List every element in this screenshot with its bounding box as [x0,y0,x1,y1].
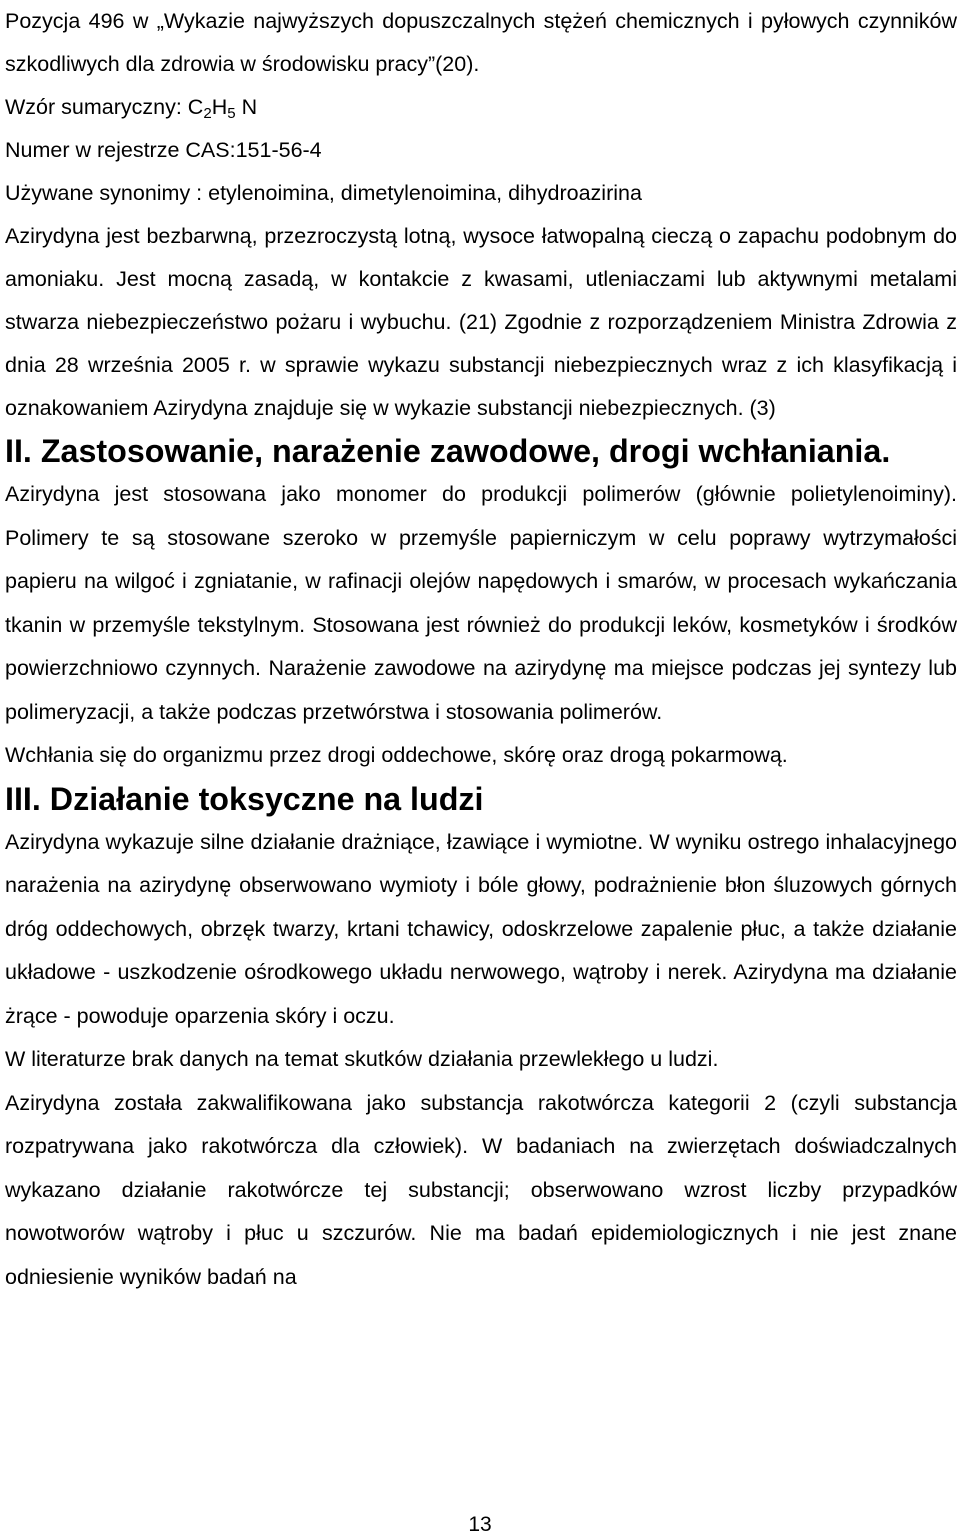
section-heading-toxicity: III. Działanie toksyczne na ludzi [5,780,484,817]
toxic-effects-paragraph: Azirydyna wykazuje silne działanie drażniące, łzawiące i wymiotne. W wyniku ostrego inhalacyjnego narażenia na azirydynę obserwowano wymioty i bóle głowy, podrażnienie błon śluzowych górnych dróg oddechowych, obrzęk twarzy, krtani tchawicy, odoskrzelowe zapalenie płuc, a także działanie układowe - uszkodzenie ośrodkowego układu nerwowego, wątroby i nerek. Azirydyna ma działanie żrące - powoduje oparzenia skóry i oczu. [5,829,957,1028]
formula-nitrogen: N [235,95,258,119]
formula-subscript-hydrogen: 5 [227,104,236,122]
exposure-limit-reference: Pozycja 496 w „Wykazie najwyższych dopuszczalnych stężeń chemicznych i pyłowych czynników szkodliwych dla zdrowia w środowisku pracy”(20). [5,9,957,76]
substance-description: Azirydyna jest bezbarwną, przezroczystą lotną, wysoce łatwopalną cieczą o zapachu podobnym do amoniaku. Jest mocną zasadą, w kontakcie z kwasami, utleniaczami lub aktywnymi metalami stwarza niebezpieczeństwo pożaru i wybuchu. (21) Zgodnie z rozporządzeniem Ministra Zdrowia z dnia 28 września 2005 r. w sprawie wykazu substancji niebezpiecznych wraz z ich klasyfikacją i oznakowaniem Azirydyna znajduje się w wykazie substancji niebezpiecznych. (3) [5,224,957,420]
molecular-formula [5,86,957,129]
usage-paragraph: Azirydyna jest stosowana jako monomer do produkcji polimerów (głównie polietylenoiminy). Polimery te są stosowane szeroko w przemyśle papierniczym w celu poprawy wytrzymałości papieru na wilgoć i zgniatanie, w rafinacji olejów napędowych i smarów, w procesach wykańczania tkanin w przemyśle tekstylnym. Stosowana jest również do produkcji leków, kosmetyków i środków powierzchniowo czynnych. Narażenie zawodowe na azirydynę ma miejsce podczas jej syntezy lub polimeryzacji, a także podczas przetwórstwa i stosowania polimerów. [5,482,957,724]
formula-subscript-carbon: 2 [203,104,212,122]
chronic-effects-paragraph: W literaturze brak danych na temat skutków działania przewlekłego u ludzi. [5,1047,719,1071]
document-page [5,0,957,1299]
formula-label: Wzór sumaryczny: C [5,95,204,119]
carcinogenicity-paragraph: Azirydyna została zakwalifikowana jako substancja rakotwórcza kategorii 2 (czyli substancja rozpatrywana jako rakotwórcza dla człowiek). W badaniach na zwierzętach doświadczalnych wykazano działanie rakotwórcze tej substancji; obserwowano wzrost liczby przypadków nowotworów wątroby i płuc u szczurów. Nie ma badań epidemiologicznych i nie jest znane odniesienie wyników badań na [5,1090,957,1289]
page-number: 13 [468,1513,492,1536]
formula-hydrogen: H [211,95,228,119]
section-heading-usage: II. Zastosowanie, narażenie zawodowe, drogi wchłaniania. [5,433,891,469]
synonyms: Używane synonimy : etylenoimina, dimetylenoimina, dihydroazirina [5,181,642,205]
cas-number: Numer w rejestrze CAS:151-56-4 [5,138,322,162]
absorption-paragraph: Wchłania się do organizmu przez drogi oddechowe, skórę oraz drogą pokarmową. [5,743,788,767]
